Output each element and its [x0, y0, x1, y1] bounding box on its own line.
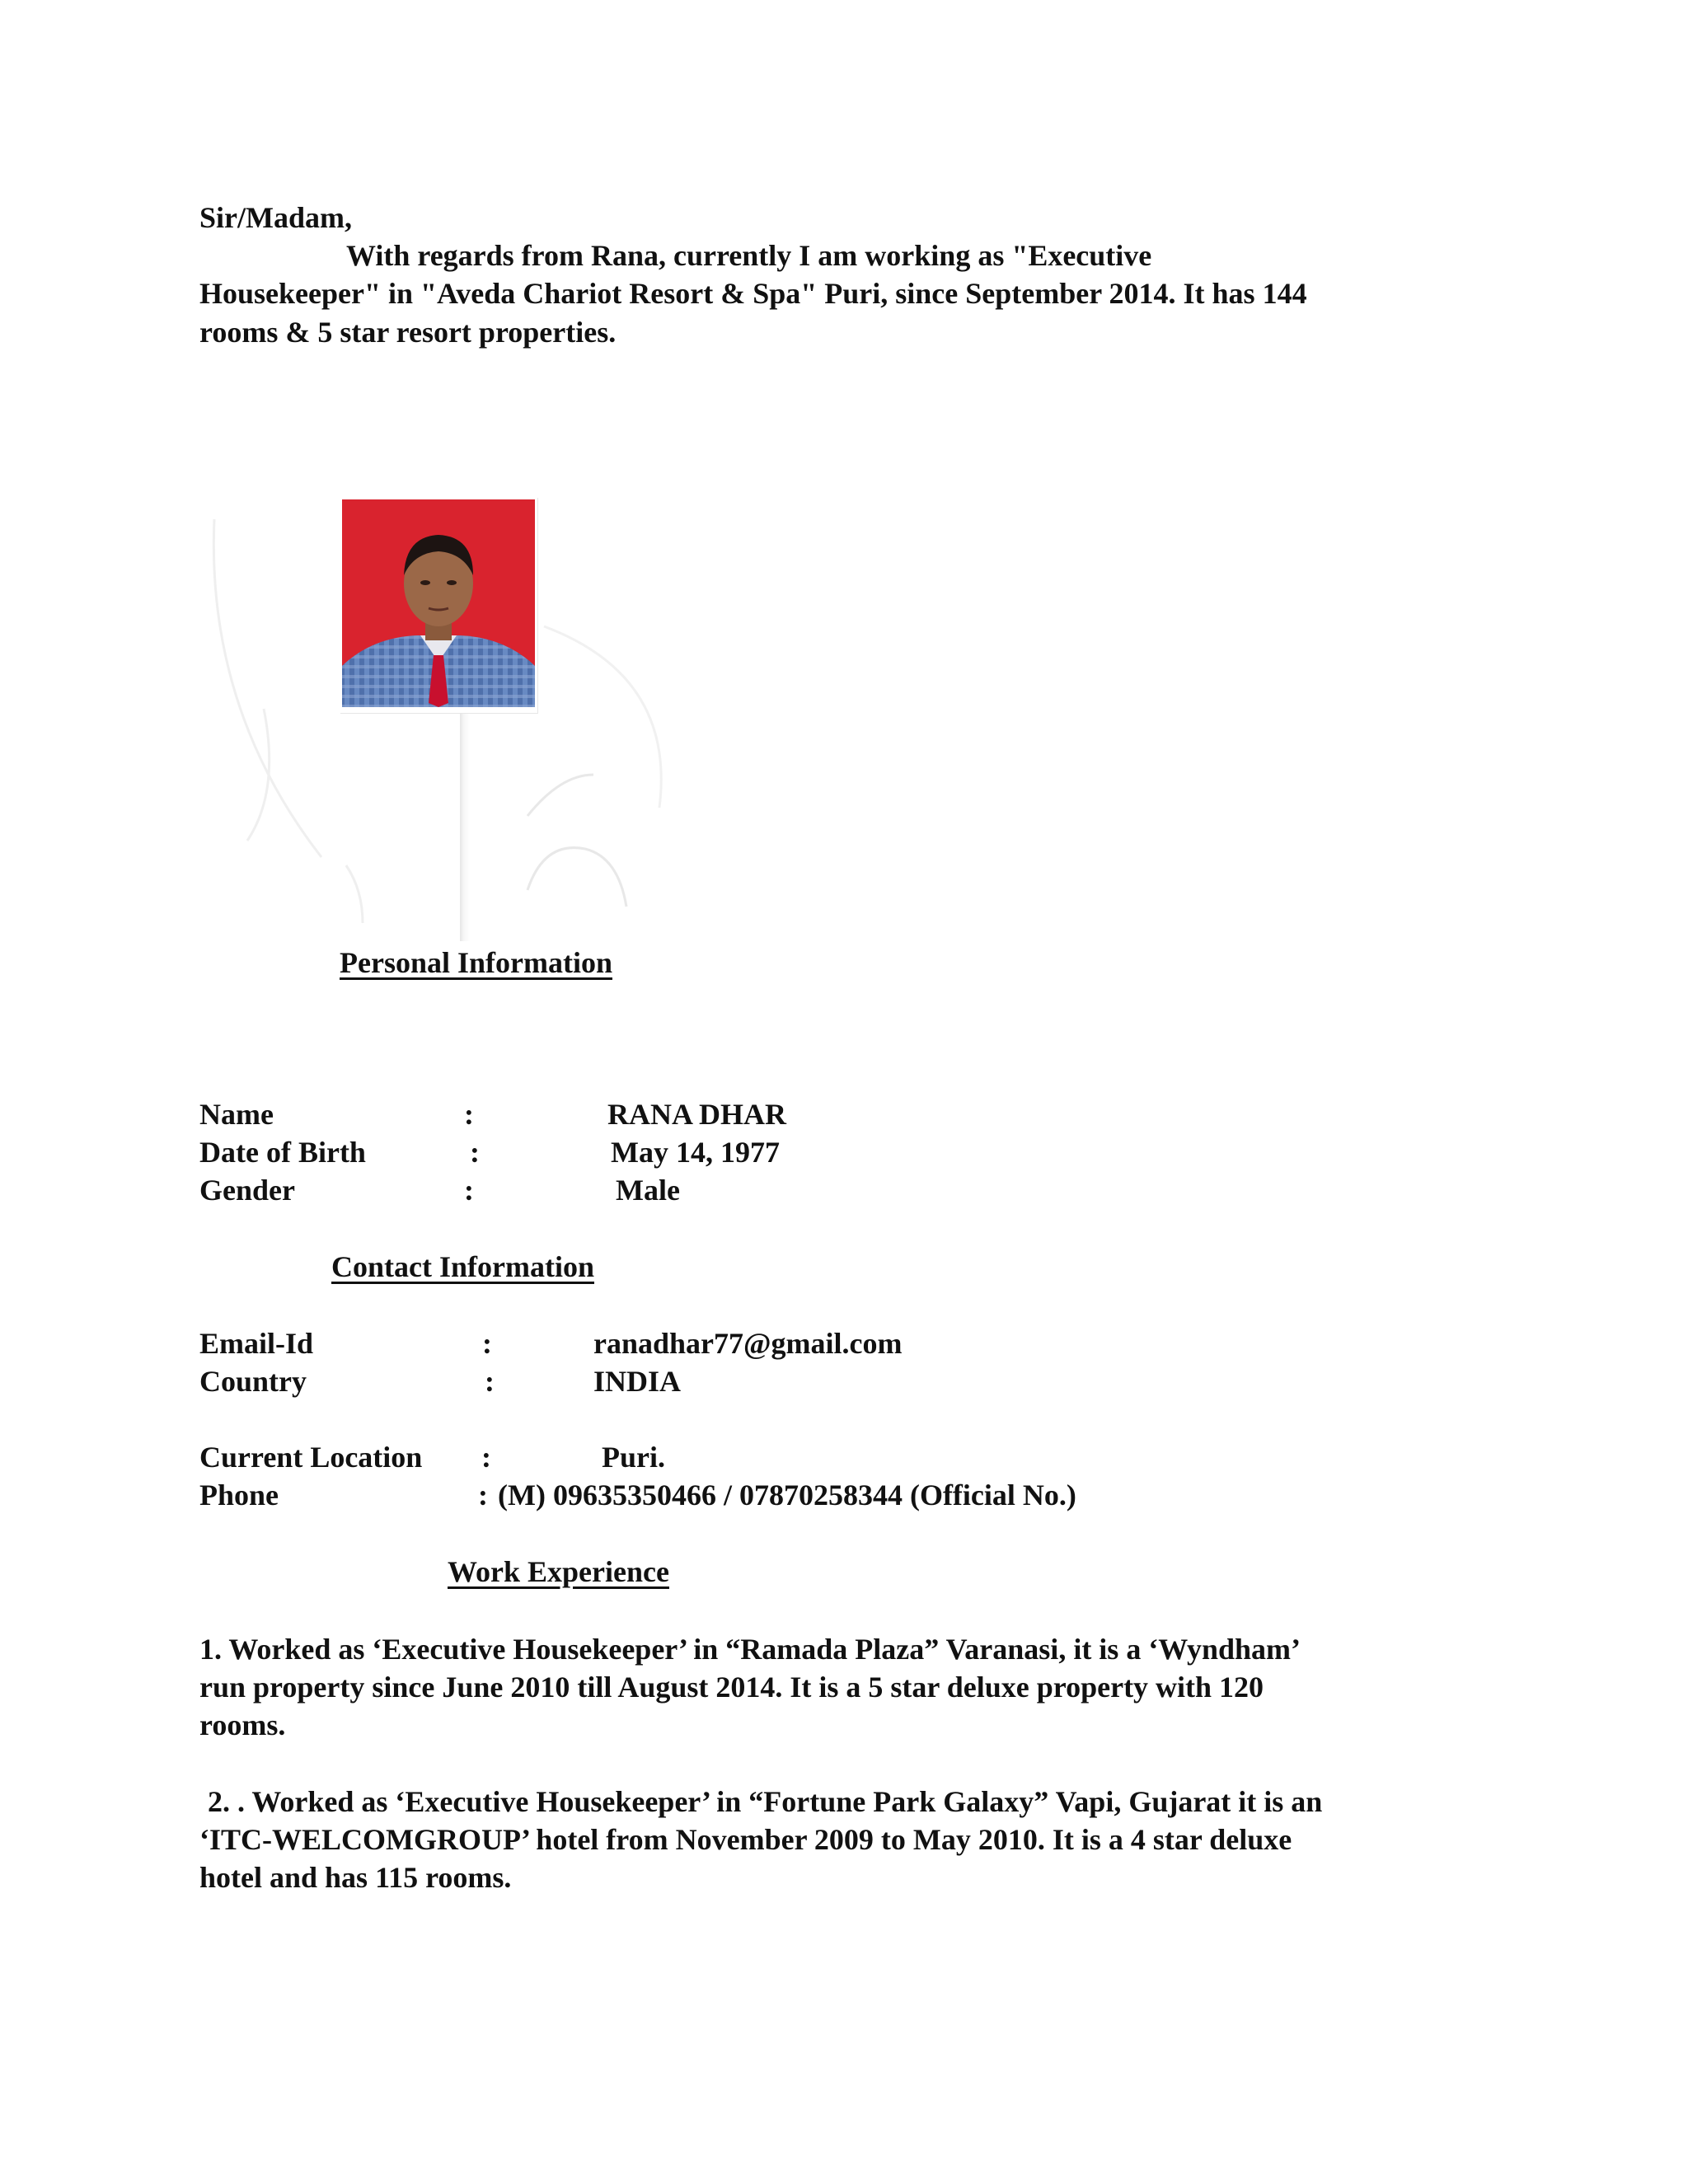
dob-separator: : — [470, 1136, 480, 1169]
experience-item-2-line-3: hotel and has 115 rooms. — [199, 1861, 512, 1894]
salutation: Sir/Madam, — [199, 201, 352, 234]
country-value: INDIA — [593, 1365, 682, 1398]
phone-label: Phone — [199, 1479, 279, 1511]
email-value: ranadhar77@gmail.com — [593, 1327, 903, 1360]
passport-photo-icon — [340, 497, 537, 713]
intro-line-3: rooms & 5 star resort properties. — [199, 316, 617, 349]
experience-item-2-line-1: 2. . Worked as ‘Executive Housekeeper’ in “Fortune Park Galaxy” Vapi, Gujarat it is an — [208, 1785, 1323, 1818]
experience-item-2-line-2: ‘ITC-WELCOMGROUP’ hotel from November 2009 to May 2010. It is a 4 star deluxe — [199, 1823, 1292, 1856]
experience-item-1-line-3: rooms. — [199, 1708, 286, 1741]
name-value: RANA DHAR — [607, 1098, 787, 1131]
name-separator: : — [464, 1098, 474, 1131]
country-separator: : — [485, 1365, 495, 1398]
dob-value: May 14, 1977 — [611, 1136, 780, 1169]
intro-line-1: With regards from Rana, currently I am working as "Executive — [346, 239, 1152, 272]
experience-item-1-line-2: run property since June 2010 till August 2014. It is a 5 star deluxe property with 120 — [199, 1671, 1264, 1704]
dob-label: Date of Birth — [199, 1136, 366, 1169]
location-value: Puri. — [602, 1441, 665, 1474]
phone-value: (M) 09635350466 / 07870258344 (Official No.) — [498, 1479, 1076, 1511]
work-experience-heading: Work Experience — [448, 1555, 669, 1588]
email-separator: : — [482, 1327, 492, 1360]
location-label: Current Location — [199, 1441, 423, 1474]
personal-information-heading: Personal Information — [340, 946, 612, 979]
contact-information-heading: Contact Information — [331, 1250, 594, 1283]
email-label: Email-Id — [199, 1327, 314, 1360]
gender-label: Gender — [199, 1174, 295, 1207]
gender-value: Male — [616, 1174, 680, 1207]
experience-item-1-line-1: 1. Worked as ‘Executive Housekeeper’ in “Ramada Plaza” Varanasi, it is a ‘Wyndham’ — [199, 1633, 1301, 1666]
gender-separator: : — [464, 1174, 474, 1207]
photo-post — [460, 710, 470, 941]
name-label: Name — [199, 1098, 274, 1131]
country-label: Country — [199, 1365, 307, 1398]
intro-line-2: Housekeeper" in "Aveda Chariot Resort & Spa" Puri, since September 2014. It has 144 — [199, 277, 1307, 310]
phone-separator: : — [478, 1479, 488, 1511]
location-separator: : — [481, 1441, 491, 1474]
